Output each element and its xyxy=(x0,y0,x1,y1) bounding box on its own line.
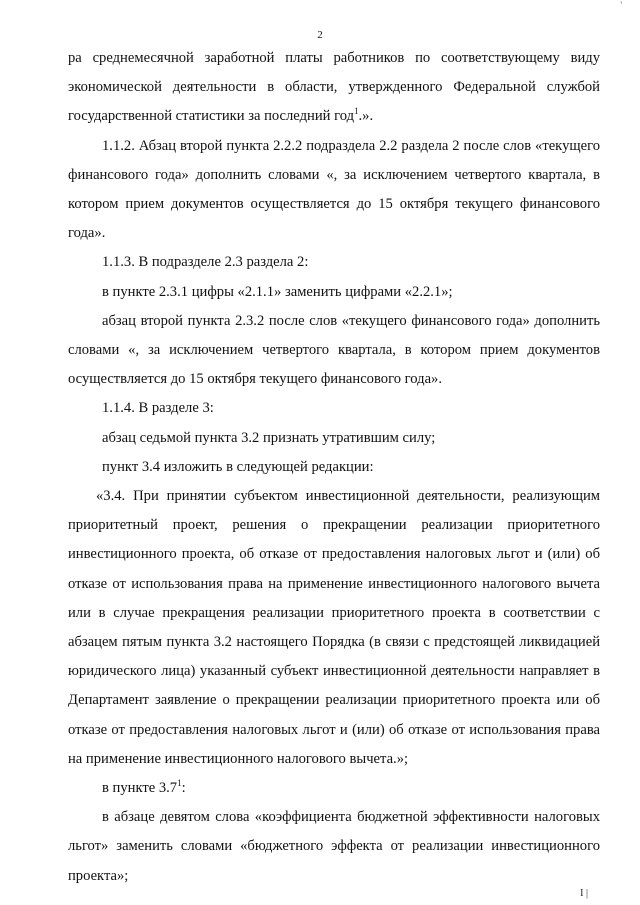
page-number: 2 xyxy=(317,29,323,41)
paragraph-tail: : xyxy=(181,780,186,797)
corner-mark: ' xyxy=(620,0,622,10)
footer-mark: I | xyxy=(580,888,588,899)
paragraph-1-1-3: 1.1.3. В подразделе 2.3 раздела 2: xyxy=(102,254,309,271)
paragraph-ninth-abzac: в абзаце девятом слова «коэффициента бюджетной эффективности налоговых льгот» заменить словами «бюджетного эффекта от реализации инвестиционного проекта»; xyxy=(68,809,600,884)
paragraph-item-2-3-2: абзац второй пункта 2.3.2 после слов «текущего финансового года» дополнить словами «, за исключением четвертого квартала, в котором прием документов осуществляется до 15 октября текущего финансового года». xyxy=(68,312,600,388)
paragraph-continuation xyxy=(68,44,600,132)
paragraph-quote-3-4: «3.4. При принятии субъектом инвестиционной деятельности, реализующим приоритетный проект, решения о прекращении реализации приоритетного инвестиционного проекта, об отказе от предоставления налоговых льгот и (или) об отказе от использования права на применение инвестиционного налогового вычета или в случае прекращения реализации приоритетного проекта в соответствии с абзацем пятым пункта 3.2 настоящего Порядка (в связи с предстоящей ликвидацией юридического лица) указанный субъект инвестиционной деятельности направляет в Департамент заявление о прекращении реализации приоритетного проекта или об отказе от предоставления налоговых льгот и (или) об отказе от использования права на применение инвестиционного налогового вычета.»; xyxy=(68,488,600,767)
paragraph-item-3-4: пункт 3.4 изложить в следующей редакции: xyxy=(102,458,374,475)
footnote-marker: 1 xyxy=(177,778,182,789)
paragraph-item-3-7 xyxy=(68,774,600,803)
paragraph-text: в пункте 3.7 xyxy=(102,780,178,797)
paragraph-item-3-2: абзац седьмой пункта 3.2 признать утратившим силу; xyxy=(102,429,436,446)
paragraph-tail: .». xyxy=(358,108,374,125)
paragraph-1-1-2: 1.1.2. Абзац второй пункта 2.2.2 подраздела 2.2 раздела 2 после слов «текущего финансового года» дополнить словами «, за исключением четвертого квартала, в котором прием документов осуществляется до 15 октября текущего финансового года». xyxy=(68,137,600,242)
paragraph-item-2-3-1: в пункте 2.3.1 цифры «2.1.1» заменить цифрами «2.2.1»; xyxy=(102,283,453,300)
footnote-marker: 1 xyxy=(354,106,359,117)
paragraph-text: ра среднемесячной заработной платы работников по соответствующему виду экономической деятельности в области, утвержденного Федеральной службой государственной статистики за последний год xyxy=(68,50,600,125)
document-body xyxy=(68,44,600,891)
paragraph-1-1-4: 1.1.4. В разделе 3: xyxy=(102,400,214,417)
